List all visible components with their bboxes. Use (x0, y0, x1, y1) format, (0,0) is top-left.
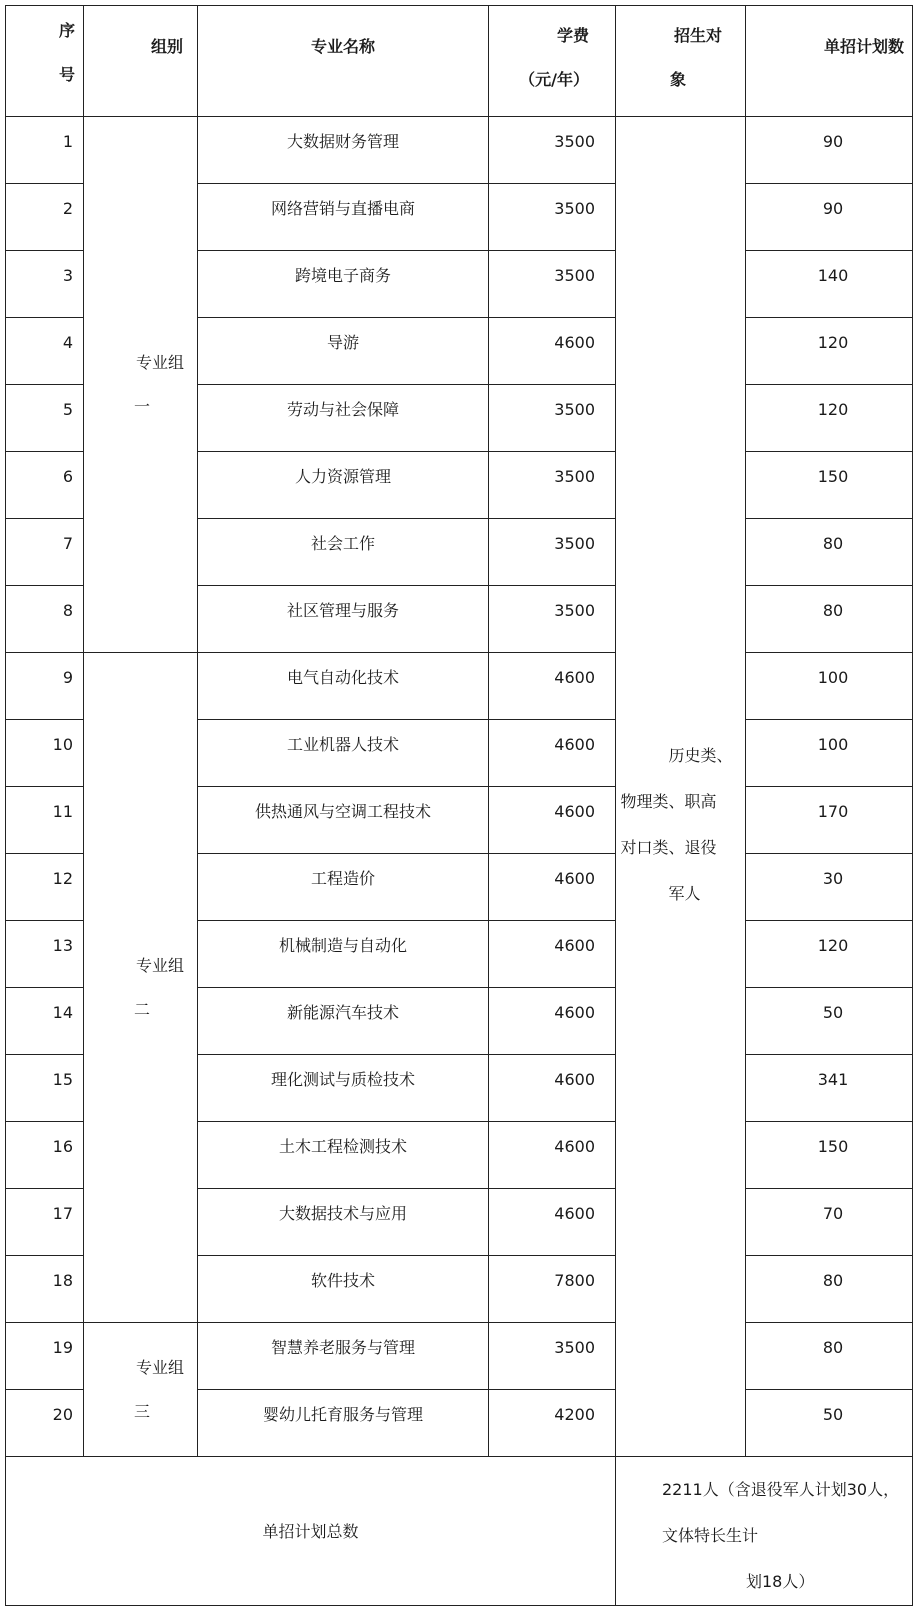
row-count: 90 (746, 117, 913, 184)
row-count: 150 (746, 452, 913, 519)
table-row (6, 653, 913, 720)
group-cell-2: 专业组 二 (84, 653, 198, 1323)
row-fee: 4600 (489, 921, 616, 988)
row-fee: 3500 (489, 586, 616, 653)
row-seq: 14 (6, 988, 84, 1055)
row-seq: 2 (6, 184, 84, 251)
row-seq: 11 (6, 787, 84, 854)
table-row (6, 1323, 913, 1390)
group-cell-3: 专业组 三 (84, 1323, 198, 1457)
row-fee: 4600 (489, 787, 616, 854)
row-count: 100 (746, 720, 913, 787)
row-major: 土木工程检测技术 (198, 1122, 489, 1189)
row-seq: 6 (6, 452, 84, 519)
row-major: 理化测试与质检技术 (198, 1055, 489, 1122)
row-count: 100 (746, 653, 913, 720)
row-seq: 10 (6, 720, 84, 787)
row-major: 劳动与社会保障 (198, 385, 489, 452)
row-seq: 8 (6, 586, 84, 653)
row-fee: 3500 (489, 385, 616, 452)
row-fee: 4600 (489, 318, 616, 385)
row-count: 30 (746, 854, 913, 921)
row-seq: 9 (6, 653, 84, 720)
row-major: 大数据财务管理 (198, 117, 489, 184)
row-major: 跨境电子商务 (198, 251, 489, 318)
row-major: 人力资源管理 (198, 452, 489, 519)
row-fee: 4600 (489, 720, 616, 787)
row-fee: 4600 (489, 988, 616, 1055)
row-major: 智慧养老服务与管理 (198, 1323, 489, 1390)
row-fee: 4600 (489, 653, 616, 720)
row-major: 网络营销与直播电商 (198, 184, 489, 251)
enrollment-plan-table (5, 5, 913, 1606)
row-seq: 20 (6, 1390, 84, 1457)
row-count: 50 (746, 1390, 913, 1457)
row-seq: 17 (6, 1189, 84, 1256)
row-fee: 3500 (489, 519, 616, 586)
row-fee: 3500 (489, 452, 616, 519)
row-major: 工业机器人技术 (198, 720, 489, 787)
row-major: 供热通风与空调工程技术 (198, 787, 489, 854)
row-major: 婴幼儿托育服务与管理 (198, 1390, 489, 1457)
row-major: 机械制造与自动化 (198, 921, 489, 988)
row-seq: 3 (6, 251, 84, 318)
row-count: 120 (746, 921, 913, 988)
row-major: 软件技术 (198, 1256, 489, 1323)
header-count: 单招计划数 (746, 6, 913, 117)
row-fee: 3500 (489, 117, 616, 184)
row-fee: 3500 (489, 1323, 616, 1390)
header-fee: 学费 （元/年） (489, 6, 616, 117)
header-group: 组别 (84, 6, 198, 117)
row-count: 80 (746, 1323, 913, 1390)
row-fee: 7800 (489, 1256, 616, 1323)
row-fee: 4600 (489, 854, 616, 921)
row-fee: 4600 (489, 1055, 616, 1122)
row-count: 120 (746, 385, 913, 452)
row-count: 70 (746, 1189, 913, 1256)
row-fee: 4600 (489, 1122, 616, 1189)
row-count: 170 (746, 787, 913, 854)
row-seq: 7 (6, 519, 84, 586)
table-header-row (6, 6, 913, 117)
row-major: 社区管理与服务 (198, 586, 489, 653)
row-major: 社会工作 (198, 519, 489, 586)
row-seq: 18 (6, 1256, 84, 1323)
row-fee: 3500 (489, 184, 616, 251)
row-count: 80 (746, 519, 913, 586)
row-fee: 3500 (489, 251, 616, 318)
row-seq: 5 (6, 385, 84, 452)
row-fee: 4200 (489, 1390, 616, 1457)
target-cell: 历史类、 物理类、职高 对口类、退役 军人 (616, 117, 746, 1457)
row-count: 50 (746, 988, 913, 1055)
row-fee: 4600 (489, 1189, 616, 1256)
row-count: 140 (746, 251, 913, 318)
row-count: 80 (746, 586, 913, 653)
group-cell-1: 专业组 一 (84, 117, 198, 653)
total-label: 单招计划总数 (6, 1457, 616, 1606)
row-seq: 15 (6, 1055, 84, 1122)
table-row (6, 117, 913, 184)
row-major: 电气自动化技术 (198, 653, 489, 720)
row-count: 341 (746, 1055, 913, 1122)
header-major: 专业名称 (198, 6, 489, 117)
row-seq: 4 (6, 318, 84, 385)
row-count: 80 (746, 1256, 913, 1323)
row-major: 新能源汽车技术 (198, 988, 489, 1055)
row-count: 90 (746, 184, 913, 251)
row-major: 大数据技术与应用 (198, 1189, 489, 1256)
row-seq: 13 (6, 921, 84, 988)
row-seq: 19 (6, 1323, 84, 1390)
row-seq: 16 (6, 1122, 84, 1189)
total-value: 2211人（含退役军人计划30人，文体特长生计 划18人） (616, 1457, 913, 1606)
row-seq: 12 (6, 854, 84, 921)
row-major: 工程造价 (198, 854, 489, 921)
header-target: 招生对 象 (616, 6, 746, 117)
table-footer-row (6, 1457, 913, 1606)
row-major: 导游 (198, 318, 489, 385)
row-count: 150 (746, 1122, 913, 1189)
row-count: 120 (746, 318, 913, 385)
header-seq: 序 号 (6, 6, 84, 117)
row-seq: 1 (6, 117, 84, 184)
